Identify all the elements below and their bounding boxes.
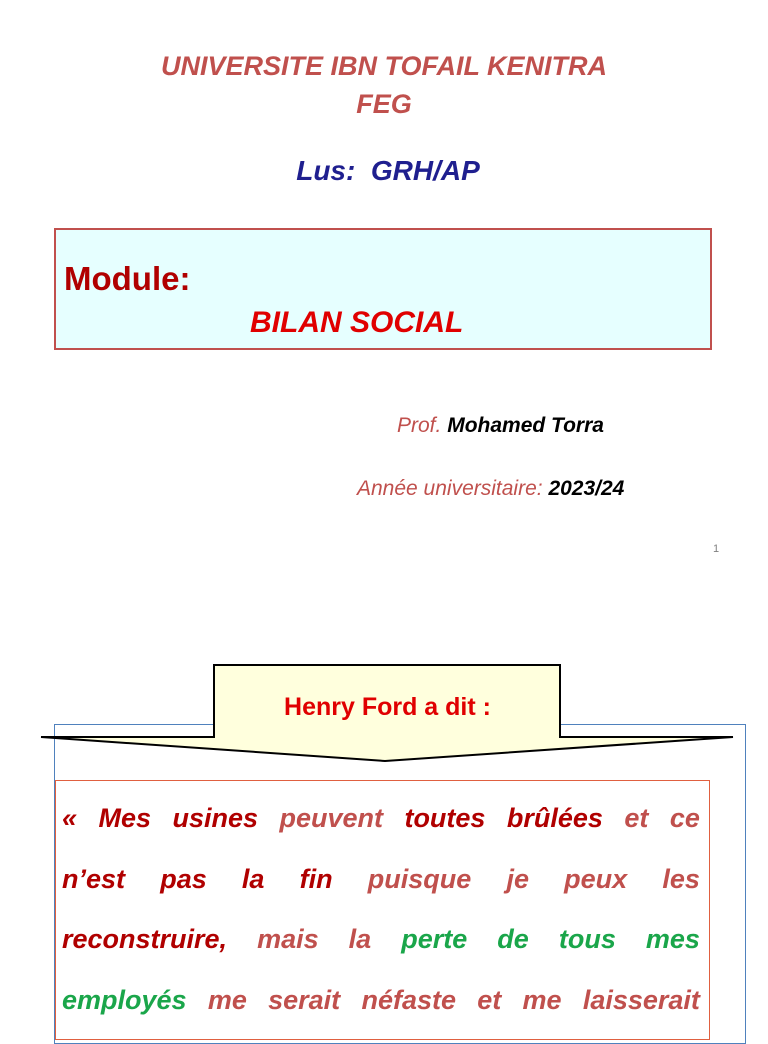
quote-word: me [522,985,562,1015]
professor-label: Prof. [397,414,442,437]
quote-word: usines [172,803,259,833]
quote-word: n’est [62,864,126,894]
quote-line [62,864,700,895]
quote-word: les [662,864,700,894]
page-number: 1 [713,543,720,555]
quote-word: et [624,803,649,833]
quote-word: me [207,985,247,1015]
quote-line [62,924,700,955]
module-box [54,228,712,350]
quote-word: pas [160,864,207,894]
quote-word: perte [401,924,468,954]
quote-word: et [477,985,502,1015]
university-name: UNIVERSITE IBN TOFAIL KENITRA [160,51,608,81]
quote-word: serait [268,985,341,1015]
quote-word: laisserait [582,985,700,1015]
professor-name: Mohamed Torra [447,414,604,437]
quote-word: puisque [367,864,472,894]
quote-word: ce [669,803,700,833]
quote-word: mais [257,924,319,954]
professor-line [397,414,604,438]
program-title: Lus: GRH/AP [296,155,480,186]
academic-year-value: 2023/24 [548,477,625,500]
academic-year-label: Année universitaire: [357,477,543,500]
quote-word: reconstruire, [62,924,228,954]
quote-line [62,985,700,1016]
faculty-name: FEG [356,89,412,119]
quote-word: peuvent [279,803,383,833]
quote-word: toutes [404,803,486,833]
quote-banner: Henry Ford a dit : [284,693,491,721]
quote-word: néfaste [361,985,456,1015]
quote-word: employés [62,985,187,1015]
quote-line [62,803,700,834]
quote-word: peux [564,864,628,894]
quote-word: la [348,924,372,954]
university-heading [0,47,768,123]
quote-word: mes [645,924,700,954]
quote-word: la [241,864,265,894]
quote-word: tous [558,924,616,954]
module-title: BILAN SOCIAL [250,306,464,339]
quote-word: fin [299,864,333,894]
quote-word: brûlées [506,803,603,833]
quote-word: de [497,924,529,954]
quote-word: je [506,864,529,894]
quote-word: Mes [98,803,152,833]
module-label: Module: [64,260,191,297]
academic-year-line [357,477,624,501]
quote-word: « [62,803,78,833]
